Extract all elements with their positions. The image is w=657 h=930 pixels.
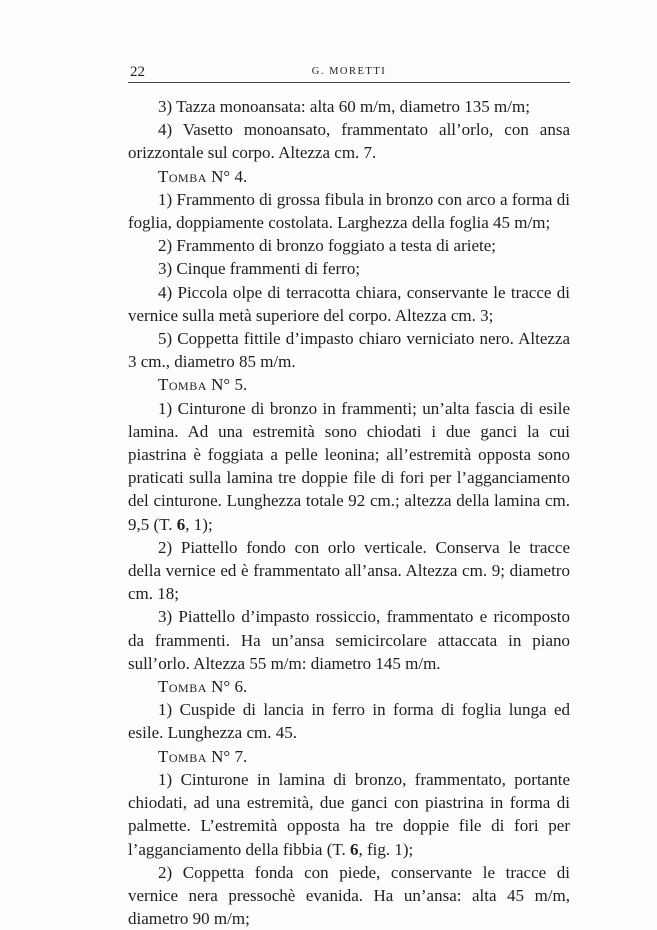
paragraph: 3) Cinque frammenti di ferro; [158,259,361,279]
paragraph-text: , 1); [185,514,213,534]
tomba-number: N° 6. [211,677,248,697]
tomba-label: Tomba [158,677,207,697]
paragraph: 4) Vasetto monoansato, frammentato all’orlo, con ansa orizzontale sul corpo. Altezza cm. 7. [128,120,570,163]
tomba-heading [128,675,570,698]
page-header [128,62,570,83]
paragraph: 3) Tazza monoansata: alta 60 m/m, diametro 135 m/m; [158,97,530,116]
paragraph: 2) Coppetta fonda con piede, conservante le tracce di vernice nera pressochè evanida. Ha un’ansa: alta 45 m/m, diametro 90 m/m; [128,862,570,929]
plate-reference: 6 [350,839,359,859]
paragraph: 3) Piattello d’impasto rossiccio, frammentato e ricomposto da frammenti. Ha un’ansa semicircolare attaccata in piano sull’orlo. Altezza 55 m/m: diametro 145 m/m. [128,607,570,673]
paragraph: 2) Piattello fondo con orlo verticale. Conserva le tracce della vernice ed è frammentato all’ansa. Altezza cm. 9; diametro cm. 18; [128,537,570,604]
running-head: G. MORETTI [311,66,387,77]
body-text [128,95,570,930]
paragraph: 4) Piccola olpe di terracotta chiara, conservante le tracce di vernice sulla metà superiore del corpo. Altezza cm. 3; [128,282,570,325]
tomba-heading [128,373,570,396]
paragraph-text: , fig. 1); [358,839,414,859]
paragraph: 5) Coppetta fittile d’impasto chiaro verniciato nero. Altezza 3 cm., diametro 85 m/m. [128,329,570,372]
paragraph [128,397,570,536]
tomba-number: N° 4. [211,166,248,186]
tomba-heading [128,165,570,188]
paragraph-text: 1) Cinturone di bronzo in frammenti; un’alta fascia di esile lamina. Ad una estremità sono chiodati i due ganci la cui piastrina è foggiata a pelle leonina; all’estremità opposta sono praticati sulla lamina tre doppie file di fori per l’agganciamento del cinturone. Lunghezza totale 92 cm.; altezza della lamina cm. 9,5 (T. [128,398,570,534]
tomba-heading [128,745,570,768]
paragraph: 1) Cuspide di lancia in ferro in forma di foglia lunga ed esile. Lunghezza cm. 45. [128,700,570,743]
paragraph-text: 1) Cinturone in lamina di bronzo, frammentato, portante chiodati, ad una estremità, due ganci con piastrina in forma di palmette. L’estremità opposta ha tre doppie file di fori per l’agganciamento della fibbia (T. [128,769,570,859]
tomba-number: N° 5. [211,375,248,395]
tomba-number: N° 7. [211,746,248,766]
paragraph: 1) Frammento di grossa fibula in bronzo con arco a forma di foglia, doppiamente costolata. Larghezza della foglia 45 m/m; [128,189,570,233]
page-number: 22 [130,64,145,80]
paragraph: 2) Frammento di bronzo foggiato a testa di ariete; [158,236,497,256]
paragraph [128,768,570,861]
tomba-label: Tomba [158,166,207,186]
plate-reference: 6 [176,514,186,534]
tomba-label: Tomba [158,746,207,766]
tomba-label: Tomba [158,375,207,395]
